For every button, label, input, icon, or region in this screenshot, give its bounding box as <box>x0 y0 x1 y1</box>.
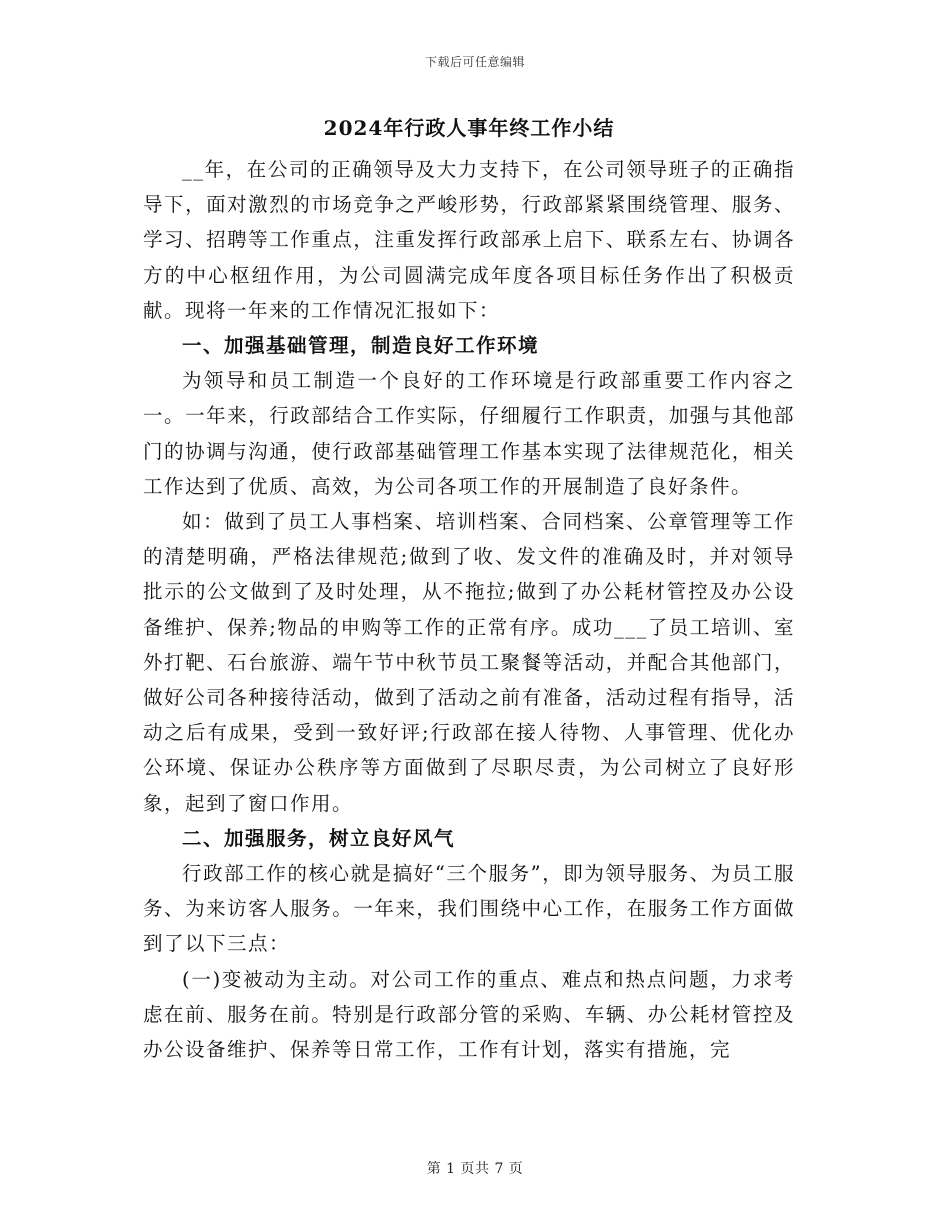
paragraph-section1-a: 为领导和员工制造一个良好的工作环境是行政部重要工作内容之一。一年来，行政部结合工作实际，仔细履行工作职责，加强与其他部门的协调与沟通，使行政部基础管理工作基本实现了法律规范化，相关工作达到了优质、高效，为公司各项工作的开展制造了良好条件。 <box>143 369 795 498</box>
paragraph-section1-b: 如：做到了员工人事档案、培训档案、合同档案、公章管理等工作的清楚明确，严格法律规范;做到了收、发文件的准确及时，并对领导批示的公文做到了及时处理，从不拖拉;做到了办公耗材管控及办公设备维护、保养;物品的申购等工作的正常有序。成功___了员工培训、室外打靶、石台旅游、端午节中秋节员工聚餐等活动，并配合其他部门，做好公司各种接待活动，做到了活动之前有准备，活动过程有指导，活动之后有成果，受到一致好评;行政部在接人待物、人事管理、优化办公环境、保证办公秩序等方面做到了尽职尽责，为公司树立了良好形象，起到了窗口作用。 <box>143 510 795 815</box>
header-note: 下载后可任意编辑 <box>424 55 525 69</box>
section-heading-1: 一、加强基础管理，制造良好工作环境 <box>182 334 540 358</box>
page-footer: 第 1 页共 7 页 <box>426 1161 524 1177</box>
paragraph-section2-a: 行政部工作的核心就是搞好“三个服务”，即为领导服务、为员工服务、为来访客人服务。一年来，我们围绕中心工作，在服务工作方面做到了以下三点： <box>143 862 795 956</box>
document-body <box>143 110 795 1067</box>
section-heading-2: 二、加强服务，树立良好风气 <box>182 826 456 850</box>
document-title: 2024年行政人事年终工作小结 <box>323 116 615 140</box>
paragraph-section2-b: (一)变被动为主动。对公司工作的重点、难点和热点问题，力求考虑在前、服务在前。特别是行政部分管的采购、车辆、办公耗材管控及办公设备维护、保养等日常工作，工作有计划，落实有措施，完 <box>143 967 795 1062</box>
paragraph-intro: __年，在公司的正确领导及大力支持下，在公司领导班子的正确指导下，面对激烈的市场竞争之严峻形势，行政部紧紧围绕管理、服务、学习、招聘等工作重点，注重发挥行政部承上启下、联系左右、协调各方的中心枢纽作用，为公司圆满完成年度各项目标任务作出了积极贡献。现将一年来的工作情况汇报如下： <box>143 158 795 322</box>
